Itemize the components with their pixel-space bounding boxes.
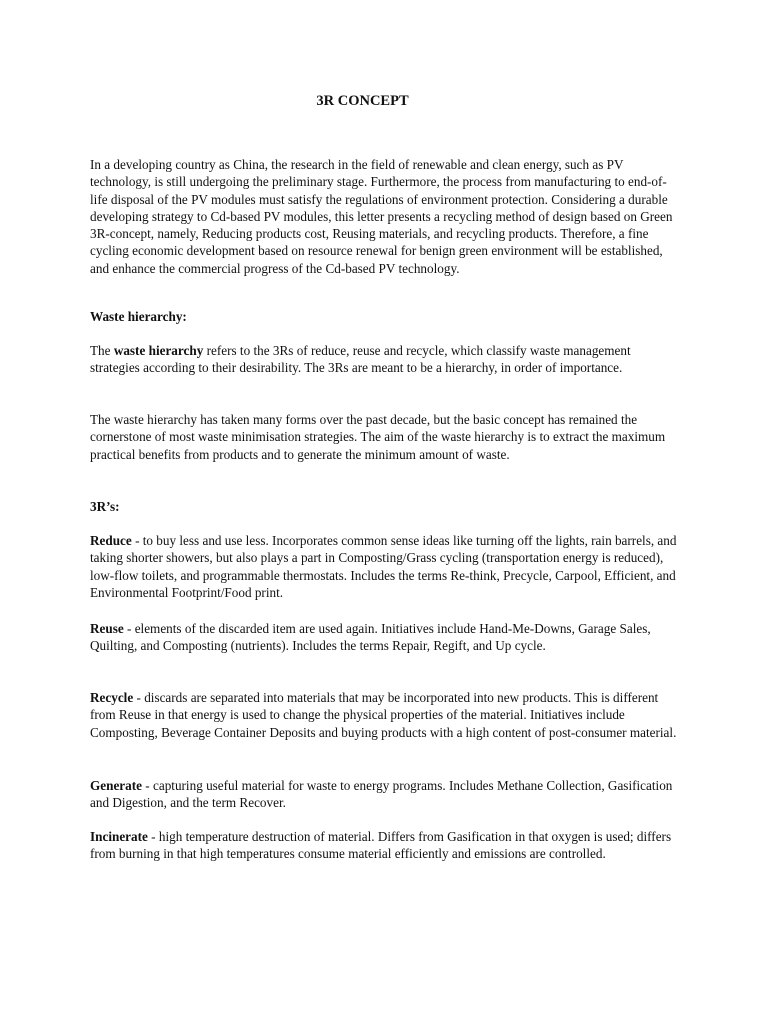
waste-hierarchy-paragraph-1 xyxy=(90,342,680,377)
waste-hierarchy-rest: refers to the 3Rs of reduce, reuse and recycle, which classify waste management strategies according to their desirability. The 3Rs are meant to be a hierarchy, in order of importance. xyxy=(90,343,631,376)
generate-term: Generate xyxy=(90,778,142,793)
incinerate-text: - high temperature destruction of material. Differs from Gasification in that oxygen is used; differs from burning in that high temperatures consume material efficiently and emissions are controlled. xyxy=(90,829,672,862)
waste-hierarchy-lead: The xyxy=(90,343,114,358)
waste-hierarchy-paragraph-2: The waste hierarchy has taken many forms over the past decade, but the basic concept has remained the cornerstone of most waste minimisation strategies. The aim of the waste hierarchy is to extract the maximum practical benefits from products and to generate the minimum amount of waste. xyxy=(90,412,666,462)
reuse-term: Reuse xyxy=(90,621,124,636)
reduce-text: - to buy less and use less. Incorporates common sense ideas like turning off the lights, rain barrels, and taking shorter showers, but also plays a part in Composting/Grass cycling (transportation energy is reduced), low-flow toilets, and programmable thermostats. Includes the terms Re-think, Precycle, Carpool, Efficient, and Environmental Footprint/Food print. xyxy=(90,533,677,600)
reduce-paragraph xyxy=(90,532,680,601)
threers-heading xyxy=(90,498,680,515)
incinerate-term: Incinerate xyxy=(90,829,148,844)
reduce-term: Reduce xyxy=(90,533,132,548)
generate-paragraph xyxy=(90,777,680,812)
recycle-term: Recycle xyxy=(90,690,134,705)
recycle-paragraph xyxy=(90,689,680,741)
threers-heading-text: 3R’s: xyxy=(90,499,120,514)
reuse-text: - elements of the discarded item are used again. Initiatives include Hand-Me-Downs, Garage Sales, Quilting, and Composting (nutrients). Includes the terms Repair, Regift, and Up cycle. xyxy=(90,621,651,654)
incinerate-paragraph xyxy=(90,828,680,863)
waste-hierarchy-heading-text: Waste hierarchy: xyxy=(90,309,187,324)
waste-hierarchy-heading xyxy=(90,308,680,325)
waste-hierarchy-term: waste hierarchy xyxy=(113,343,204,358)
intro-paragraph: In a developing country as China, the research in the field of renewable and clean energy, such as PV technology, is still undergoing the preliminary stage. Furthermore, the process from manufacturing to end-of-life disposal of the PV modules must satisfy the regulations of environment protection. Considering a durable developing strategy to Cd-based PV modules, this letter presents a recycling method of design based on Green 3R-concept, namely, Reducing products cost, Reusing materials, and recycling products. Therefore, a fine cycling economic development based on resource renewal for benign green environment will be established, and enhance the commercial progress of the Cd-based PV technology. xyxy=(90,157,673,276)
reuse-paragraph xyxy=(90,620,680,655)
document-title: 3R CONCEPT xyxy=(316,93,409,109)
generate-text: - capturing useful material for waste to energy programs. Includes Methane Collection, Gasification and Digestion, and the term Recover. xyxy=(90,778,673,811)
recycle-text: - discards are separated into materials that may be incorporated into new products. This is different from Reuse in that energy is used to change the physical properties of the material. Initiatives include Composting, Beverage Container Deposits and buying products with a high content of post-consumer material. xyxy=(90,690,677,740)
